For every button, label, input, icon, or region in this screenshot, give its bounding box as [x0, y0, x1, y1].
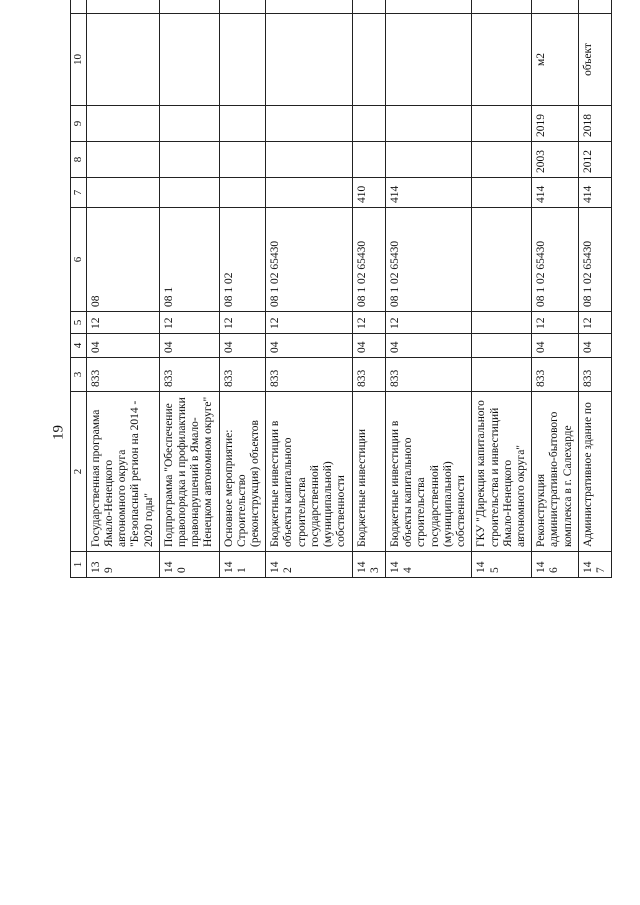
cell-unit [266, 14, 352, 106]
cell-start-year [386, 142, 472, 178]
cell-section: 04 [386, 334, 472, 358]
cell-expense-type: 410 [352, 178, 385, 208]
table-row [578, 0, 611, 578]
cell-end-year: 2019 [532, 106, 579, 142]
cell-name: Основное мероприятие: Строительство (реконструкция) объектов [219, 392, 266, 552]
cell-expense-type: 414 [532, 178, 579, 208]
cell-row-number: 144 [386, 552, 472, 578]
header-row [71, 0, 87, 578]
cell-name: Реконструкция административно-бытового комплекса в г. Салехарде [532, 392, 579, 552]
cell-row-number: 143 [352, 552, 385, 578]
cell-code [472, 358, 532, 392]
cell-start-year [266, 142, 352, 178]
cell-unit: м2 [532, 14, 579, 106]
cell-capacity [578, 0, 611, 14]
cell-section: 04 [86, 334, 159, 358]
cell-code: 833 [532, 358, 579, 392]
header-end-year: 9 [71, 106, 87, 142]
cell-name: Бюджетные инвестиции [352, 392, 385, 552]
cell-name: Государственная программа Ямало-Ненецкого автономного округа "Безопасный регион на 2014 - 2020 годы" [86, 392, 159, 552]
cell-expense-type: 414 [578, 178, 611, 208]
cell-row-number: 146 [532, 552, 579, 578]
cell-capacity [352, 0, 385, 14]
header-name: 2 [71, 392, 87, 552]
cell-name: Административное здание по [578, 392, 611, 552]
cell-subsection: 12 [352, 312, 385, 334]
cell-row-number: 141 [219, 552, 266, 578]
table-row [352, 0, 385, 578]
cell-unit [159, 14, 219, 106]
cell-expense-type [86, 178, 159, 208]
cell-expense-type: 414 [386, 178, 472, 208]
cell-row-number: 147 [578, 552, 611, 578]
cell-target-article [472, 208, 532, 312]
cell-row-number: 145 [472, 552, 532, 578]
cell-capacity [266, 0, 352, 14]
cell-capacity [219, 0, 266, 14]
cell-unit [352, 14, 385, 106]
cell-subsection: 12 [159, 312, 219, 334]
cell-subsection: 12 [86, 312, 159, 334]
cell-target-article: 08 1 [159, 208, 219, 312]
table-row [266, 0, 352, 578]
cell-section: 04 [578, 334, 611, 358]
cell-name: Бюджетные инвестиции в объекты капитального строительства государственной (муниципальной) собственности [386, 392, 472, 552]
cell-section: 04 [159, 334, 219, 358]
cell-start-year [219, 142, 266, 178]
budget-table [70, 0, 612, 578]
cell-section: 04 [532, 334, 579, 358]
cell-section: 04 [219, 334, 266, 358]
table-row [219, 0, 266, 578]
cell-expense-type [472, 178, 532, 208]
cell-row-number: 139 [86, 552, 159, 578]
cell-target-article: 08 1 02 65430 [532, 208, 579, 312]
cell-start-year: 2003 [532, 142, 579, 178]
cell-end-year: 2018 [578, 106, 611, 142]
cell-name: ГКУ "Дирекция капитального строительства и инвестиций Ямало-Ненецкого автономного округа" [472, 392, 532, 552]
cell-expense-type [219, 178, 266, 208]
cell-code: 833 [159, 358, 219, 392]
cell-unit: объект [578, 14, 611, 106]
cell-subsection [472, 312, 532, 334]
cell-row-number: 140 [159, 552, 219, 578]
cell-code: 833 [352, 358, 385, 392]
cell-capacity [159, 0, 219, 14]
cell-expense-type [266, 178, 352, 208]
cell-subsection: 12 [532, 312, 579, 334]
cell-code: 833 [386, 358, 472, 392]
cell-target-article: 08 1 02 65430 [386, 208, 472, 312]
table-row [159, 0, 219, 578]
header-code: 3 [71, 358, 87, 392]
cell-section: 04 [352, 334, 385, 358]
table-row [472, 0, 532, 578]
cell-capacity [386, 0, 472, 14]
cell-capacity [472, 0, 532, 14]
cell-code: 833 [86, 358, 159, 392]
cell-start-year [159, 142, 219, 178]
cell-end-year [352, 106, 385, 142]
cell-unit [472, 14, 532, 106]
cell-subsection: 12 [266, 312, 352, 334]
table-row [386, 0, 472, 578]
table-row [532, 0, 579, 578]
cell-end-year [386, 106, 472, 142]
cell-end-year [219, 106, 266, 142]
header-start-year: 8 [71, 142, 87, 178]
header-target-article: 6 [71, 208, 87, 312]
cell-end-year [472, 106, 532, 142]
header-unit: 10 [71, 14, 87, 106]
header-subsection: 5 [71, 312, 87, 334]
cell-subsection: 12 [578, 312, 611, 334]
header-row-number: 1 [71, 552, 87, 578]
cell-section: 04 [266, 334, 352, 358]
cell-subsection: 12 [386, 312, 472, 334]
cell-target-article: 08 1 02 65430 [352, 208, 385, 312]
cell-unit [219, 14, 266, 106]
cell-code: 833 [266, 358, 352, 392]
cell-row-number: 142 [266, 552, 352, 578]
cell-start-year [472, 142, 532, 178]
header-section: 4 [71, 334, 87, 358]
cell-target-article: 08 1 02 65430 [578, 208, 611, 312]
cell-code: 833 [219, 358, 266, 392]
cell-subsection: 12 [219, 312, 266, 334]
cell-start-year: 2012 [578, 142, 611, 178]
page-number: 19 [50, 425, 67, 440]
cell-target-article: 08 1 02 65430 [266, 208, 352, 312]
cell-end-year [159, 106, 219, 142]
cell-end-year [266, 106, 352, 142]
header-expense-type: 7 [71, 178, 87, 208]
cell-target-article: 08 1 02 [219, 208, 266, 312]
cell-start-year [86, 142, 159, 178]
cell-target-article: 08 [86, 208, 159, 312]
table-row [86, 0, 159, 578]
cell-start-year [352, 142, 385, 178]
cell-expense-type [159, 178, 219, 208]
cell-capacity [532, 0, 579, 14]
cell-end-year [86, 106, 159, 142]
cell-section [472, 334, 532, 358]
budget-table-rotated [70, 0, 610, 578]
cell-name: Бюджетные инвестиции в объекты капитального строительства государственной (муниципальной) собственности [266, 392, 352, 552]
cell-name: Подпрограмма "Обеспечение правопорядка и профилактики правонарушений в Ямало-Ненецком автономном округе" [159, 392, 219, 552]
cell-unit [86, 14, 159, 106]
cell-unit [386, 14, 472, 106]
cell-capacity [86, 0, 159, 14]
header-capacity [71, 0, 87, 14]
cell-code: 833 [578, 358, 611, 392]
